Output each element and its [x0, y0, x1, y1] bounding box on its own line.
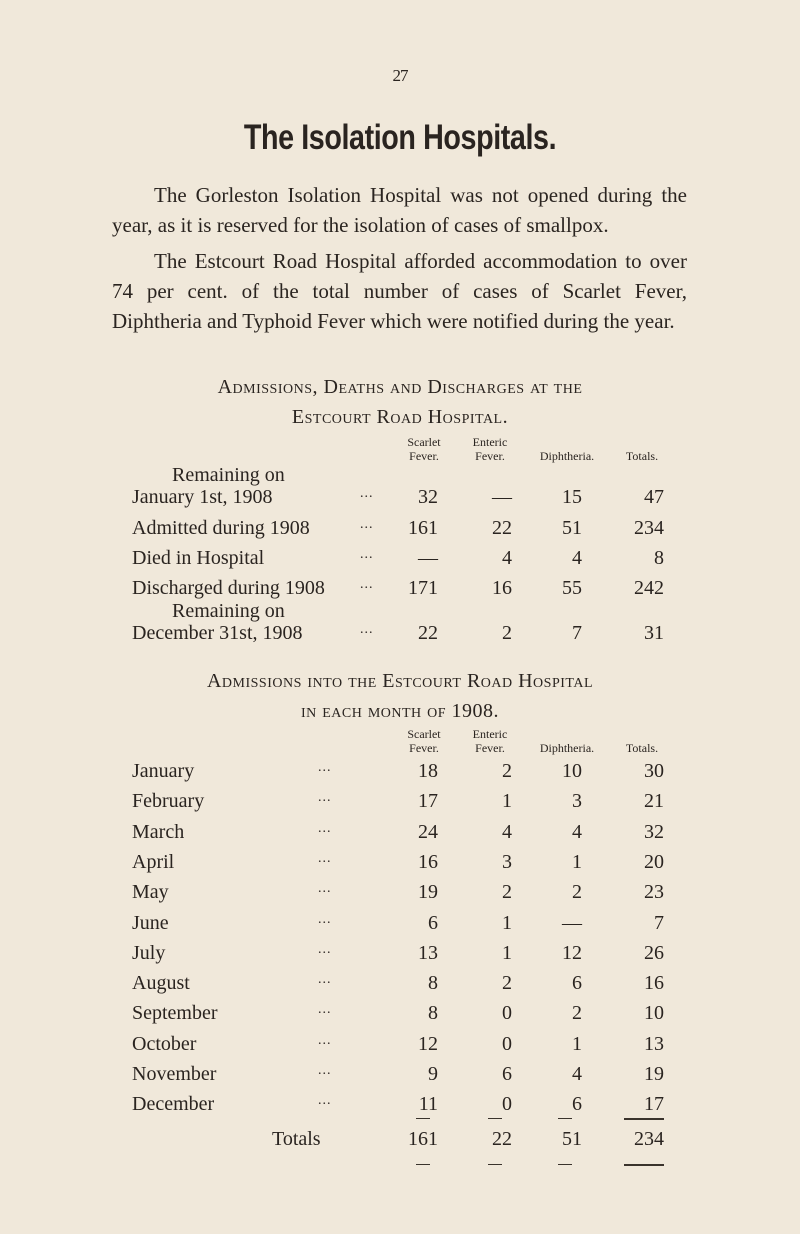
total-value: 7 — [654, 911, 664, 934]
leader-dots: ... — [318, 1002, 332, 1018]
table2-sum-rule-4 — [624, 1118, 664, 1120]
table2-totals-row: Totals 161 22 51 234 — [272, 1128, 664, 1150]
total-value: 32 — [644, 820, 664, 843]
enteric-fever-value: 2 — [502, 972, 512, 995]
table-row — [0, 912, 800, 942]
enteric-fever-value: 1 — [502, 790, 512, 813]
table-row — [0, 942, 800, 972]
leader-dots: ... — [318, 790, 332, 806]
month-label: October — [132, 1032, 197, 1055]
scarlet-fever-value: 17 — [418, 790, 438, 813]
total-value: 23 — [644, 881, 664, 904]
scarlet-fever-value: 13 — [418, 941, 438, 964]
total-value: 19 — [644, 1063, 664, 1085]
table-row — [0, 851, 800, 881]
month-label: February — [132, 790, 205, 813]
table-row: January 1st, 1908 ... 32 — 15 47 — [132, 486, 664, 508]
table2-col-diphtheria: Diphtheria. — [539, 741, 595, 755]
table-row — [0, 972, 800, 1002]
total-value: 21 — [644, 790, 664, 813]
enteric-fever-value: 0 — [502, 1032, 512, 1055]
table1-col-enteric-fever: Enteric Fever. — [472, 435, 508, 463]
diphtheria-value: 6 — [572, 1093, 582, 1116]
total-value: 13 — [644, 1032, 664, 1055]
page-title: The Isolation Hospitals. — [243, 118, 557, 157]
total-value: 20 — [644, 850, 664, 873]
leader-dots: ... — [318, 1032, 332, 1048]
table2-col-totals: Totals. — [625, 741, 659, 755]
table2-col-enteric-fever: Enteric Fever. — [472, 727, 508, 755]
table2-total-rule-1 — [416, 1164, 430, 1165]
enteric-fever-value: 0 — [502, 1002, 512, 1025]
scarlet-fever-value: 16 — [418, 850, 438, 873]
table2-total-rule-2 — [488, 1164, 502, 1165]
leader-dots: ... — [318, 911, 332, 927]
leader-dots: ... — [318, 820, 332, 836]
scarlet-fever-value: 18 — [418, 760, 438, 782]
table-row: Admitted during 1908 ... 161 22 51 234 — [132, 517, 664, 539]
month-label: November — [132, 1063, 217, 1085]
table2-total-rule-3 — [558, 1164, 572, 1165]
leader-dots: ... — [318, 941, 332, 957]
total-value: 30 — [644, 760, 664, 782]
diphtheria-value: 3 — [572, 790, 582, 813]
enteric-fever-value: 0 — [502, 1093, 512, 1116]
month-label: September — [132, 1002, 218, 1025]
table-row — [0, 821, 800, 851]
table1-col-totals: Totals. — [625, 449, 659, 463]
month-label: July — [132, 941, 166, 964]
table-row — [0, 1033, 800, 1063]
table1-col-diphtheria: Diphtheria. — [539, 449, 595, 463]
table2-sum-rule-1 — [416, 1118, 430, 1119]
month-label: April — [132, 850, 175, 873]
leader-dots: ... — [318, 850, 332, 866]
diphtheria-value: 12 — [562, 941, 582, 964]
scarlet-fever-value: 11 — [418, 1093, 438, 1116]
table2-sum-rule-2 — [488, 1118, 502, 1119]
table2-heading-line1: Admissions into the Estcourt Road Hospital — [206, 670, 593, 692]
scarlet-fever-value: 24 — [418, 820, 438, 843]
table-row: December 31st, 1908 ... 22 2 7 31 — [132, 622, 664, 644]
table1-row4-prelabel: Remaining on — [172, 600, 285, 622]
total-value: 10 — [644, 1002, 664, 1025]
scarlet-fever-value: 9 — [428, 1063, 438, 1085]
month-label: March — [132, 820, 185, 843]
month-label: June — [132, 911, 169, 934]
table2-heading-line2: in each month of 1908. — [300, 700, 500, 722]
enteric-fever-value: 6 — [502, 1063, 512, 1085]
month-label: January — [132, 760, 195, 782]
table-row — [0, 760, 800, 790]
table-row: Discharged during 1908 ... 171 16 55 242 — [132, 577, 664, 599]
leader-dots: ... — [318, 1093, 332, 1109]
enteric-fever-value: 3 — [502, 850, 512, 873]
paragraph-gorleston: The Gorleston Isolation Hospital was not opened during the year, as it is reserved for the isolation of cases of smallpox. — [112, 183, 687, 237]
scarlet-fever-value: 19 — [418, 881, 438, 904]
leader-dots: ... — [318, 972, 332, 988]
scarlet-fever-value: 8 — [428, 1002, 438, 1025]
enteric-fever-value: 4 — [502, 820, 512, 843]
enteric-fever-value: 1 — [502, 941, 512, 964]
table-row — [0, 1063, 800, 1093]
scarlet-fever-value: 6 — [428, 911, 438, 934]
month-label: August — [132, 972, 190, 995]
diphtheria-value: 2 — [572, 1002, 582, 1025]
diphtheria-value: 6 — [572, 972, 582, 995]
month-label: May — [132, 881, 169, 904]
table1-heading-line2: Estcourt Road Hospital. — [291, 406, 509, 428]
table-row — [0, 1002, 800, 1032]
table-row — [0, 881, 800, 911]
table1-col-scarlet-fever: Scarlet Fever. — [407, 435, 441, 463]
diphtheria-value: 1 — [572, 850, 582, 873]
enteric-fever-value: 2 — [502, 881, 512, 904]
leader-dots: ... — [318, 1063, 332, 1078]
total-value: 16 — [644, 972, 664, 995]
table2-sum-rule-3 — [558, 1118, 572, 1119]
leader-dots: ... — [318, 881, 332, 897]
table-row — [0, 1093, 800, 1123]
diphtheria-value: 4 — [572, 820, 582, 843]
diphtheria-value: 2 — [572, 881, 582, 904]
table2-col-scarlet-fever: Scarlet Fever. — [407, 727, 441, 755]
diphtheria-value: 4 — [572, 1063, 582, 1085]
diphtheria-value: — — [562, 911, 582, 934]
leader-dots: ... — [318, 760, 332, 775]
table1-row0-prelabel: Remaining on — [172, 464, 285, 486]
month-label: December — [132, 1093, 215, 1116]
table2-total-rule-4 — [624, 1164, 664, 1166]
page-number: 27 — [392, 66, 408, 85]
table-row — [0, 790, 800, 820]
total-value: 26 — [644, 941, 664, 964]
enteric-fever-value: 2 — [502, 760, 512, 782]
paragraph-estcourt: The Estcourt Road Hospital afforded accommodation to over 74 per cent. of the total number of cases of Scarlet Fever, Diphtheria and Typhoid Fever which were notified during the year. — [112, 249, 687, 333]
enteric-fever-value: 1 — [502, 911, 512, 934]
table1-heading-line1: Admissions, Deaths and Discharges at the — [217, 376, 583, 398]
total-value: 17 — [644, 1093, 664, 1116]
table-row: Died in Hospital ... — 4 4 8 — [132, 547, 664, 569]
diphtheria-value: 10 — [562, 760, 582, 782]
scarlet-fever-value: 8 — [428, 972, 438, 995]
diphtheria-value: 1 — [572, 1032, 582, 1055]
scarlet-fever-value: 12 — [418, 1032, 438, 1055]
